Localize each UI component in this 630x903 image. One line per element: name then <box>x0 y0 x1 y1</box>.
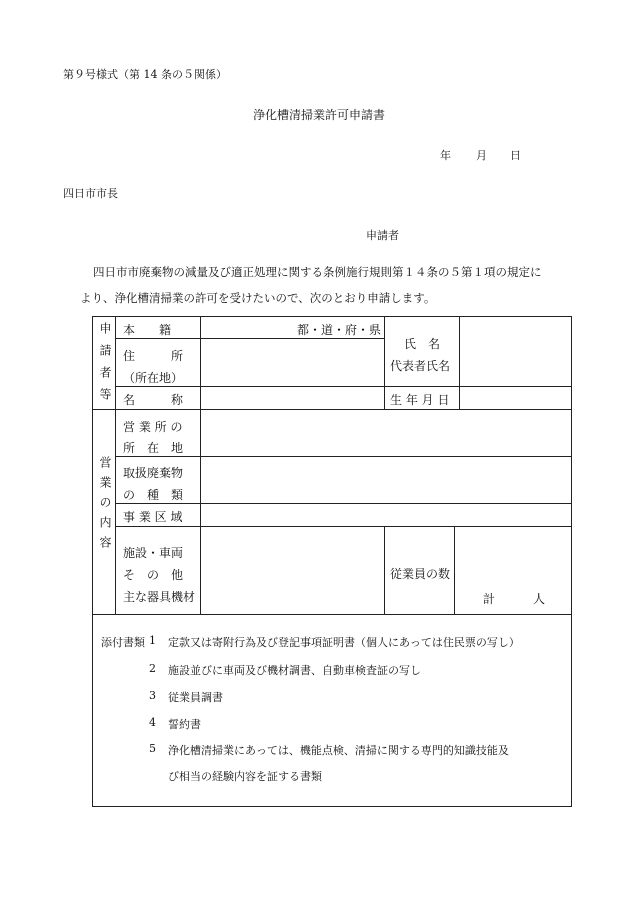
form-number: 第９号様式（第 14 条の５関係） <box>63 68 227 81</box>
shisetsu-label-3: 主な器具機材 <box>123 590 196 604</box>
attachment-text-5-cont: び相当の経験内容を証する書類 <box>168 770 322 783</box>
attachment-num-5: 5 <box>149 742 156 755</box>
honseki-label: 本 籍 <box>123 323 172 337</box>
attachment-text-5: 浄化槽清掃業にあっては、機能点検、清掃に関する専門的知識技能及 <box>168 744 509 757</box>
attachment-text-2: 施設並びに車両及び機材調書、自動車検査証の写し <box>168 664 421 677</box>
attachment-num-1: 1 <box>149 634 156 647</box>
toriatsukai-label-1: 取扱廃棄物 <box>123 466 184 480</box>
eigyosho-label-2: 所 在 地 <box>123 441 184 455</box>
applicant-vertical-label: 申請者等 <box>98 322 112 410</box>
daihyosha-label: 代表者氏名 <box>390 359 451 373</box>
todofuken-label: 都・道・府・県 <box>297 323 382 337</box>
kei-label: 計 <box>483 592 496 606</box>
body-line-2: より、浄化槽清掃業の許可を受けたいので、次のとおり申請します。 <box>80 291 436 305</box>
attachment-num-2: 2 <box>149 662 156 675</box>
date-year: 年 <box>440 149 451 162</box>
date-day: 日 <box>510 149 521 162</box>
addressee: 四日市市長 <box>63 187 118 200</box>
jugyoin-label: 従業員の数 <box>390 567 451 581</box>
attachment-num-4: 4 <box>149 716 156 729</box>
attachment-num-3: 3 <box>149 689 156 702</box>
jusho-label: 住 所 <box>123 349 184 363</box>
shisetsu-label-2: そ の 他 <box>123 568 184 582</box>
attachment-text-4: 誓約書 <box>168 718 201 731</box>
shozaichi-label: （所在地） <box>123 371 184 385</box>
document-title: 浄化槽清掃業許可申請書 <box>253 108 386 122</box>
attachment-text-3: 従業員調書 <box>168 691 223 704</box>
nin-label: 人 <box>533 592 546 606</box>
meisho-label: 名 称 <box>123 393 184 407</box>
business-vertical-label: 営業の内容 <box>98 456 112 556</box>
attachments-label: 添付書類 <box>101 636 145 649</box>
attachment-text-1: 定款又は寄附行為及び登記事項証明書（個人にあっては住民票の写し） <box>168 636 520 649</box>
jigyokuiki-label: 事 業 区 域 <box>123 510 183 524</box>
body-line-1: 四日市市廃棄物の減量及び適正処理に関する条例施行規則第１４条の５第１項の規定に <box>93 265 542 279</box>
applicant-label: 申請者 <box>366 229 399 242</box>
seinengappi-label: 生 年 月 日 <box>390 393 450 407</box>
shimei-label: 氏 名 <box>404 337 441 351</box>
shisetsu-label-1: 施設・車両 <box>123 546 184 560</box>
date-month: 月 <box>476 149 487 162</box>
toriatsukai-label-2: の 種 類 <box>123 488 184 502</box>
eigyosho-label-1: 営 業 所 の <box>123 420 183 434</box>
